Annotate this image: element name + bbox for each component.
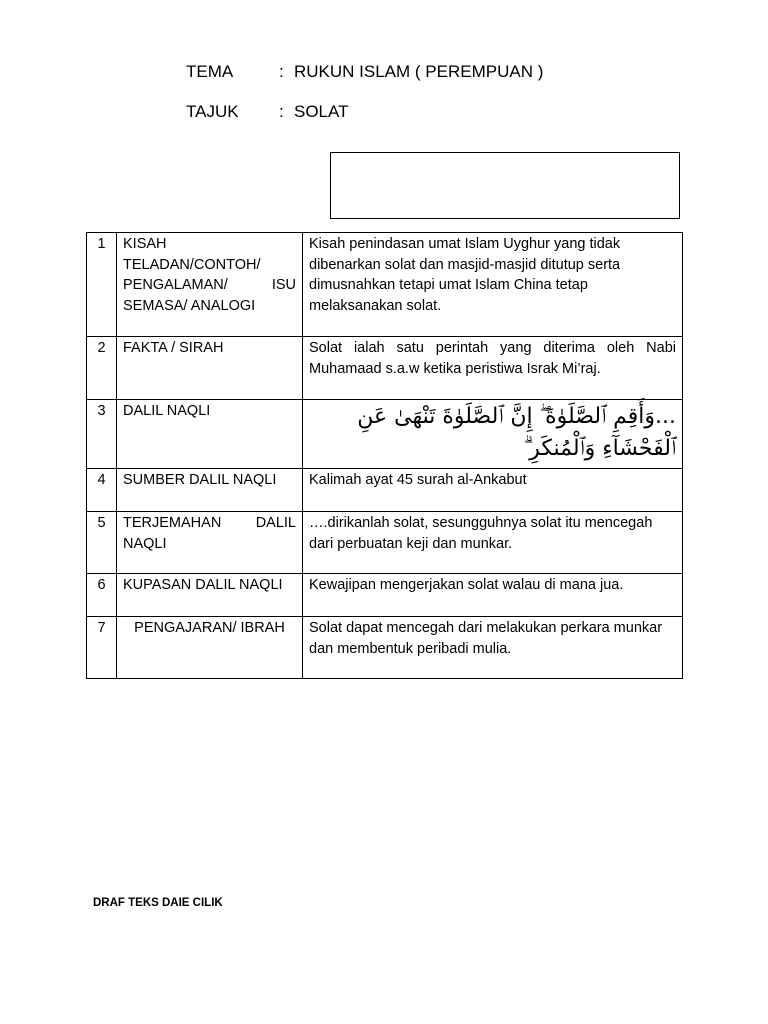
row-content: Kisah penindasan umat Islam Uyghur yang tidak dibenarkan solat dan masjid-masjid ditutup serta dimusnahkan tetapi umat Islam China tetap melaksanakan solat. — [303, 233, 683, 337]
row-number: 1 — [87, 233, 117, 337]
tajuk-colon: : — [279, 102, 284, 121]
row-content: Solat dapat mencegah dari melakukan perkara munkar dan membentuk peribadi mulia. — [303, 617, 683, 679]
tema-colon: : — [279, 62, 284, 81]
footer-text: DRAF TEKS DAIE CILIK — [93, 897, 223, 909]
row-content: ….dirikanlah solat, sesungguhnya solat itu mencegah dari perbuatan keji dan munkar. — [303, 512, 683, 574]
table-row — [87, 512, 683, 574]
row-label: DALIL NAQLI — [117, 400, 303, 469]
row-content: Solat ialah satu perintah yang diterima oleh Nabi Muhamaad s.a.w ketika peristiwa Israk Mi’raj. — [303, 337, 683, 400]
row-number: 6 — [87, 574, 117, 617]
table-row — [87, 337, 683, 400]
row-label: SUMBER DALIL NAQLI — [117, 469, 303, 512]
row-number: 5 — [87, 512, 117, 574]
row-number: 3 — [87, 400, 117, 469]
quran-verse: ...وَأَقِمِ ٱلصَّلَوٰةَ ۖ إِنَّ ٱلصَّلَوٰةَ تَنْهَىٰ عَنِ ٱلْفَحْشَآءِ وَٱلْمُنكَرِ ۗ — [303, 400, 683, 469]
table-row — [87, 469, 683, 512]
row-label: PENGAJARAN/ IBRAH — [117, 617, 303, 679]
tajuk-label: TAJUK — [186, 102, 239, 121]
empty-box — [330, 152, 680, 219]
content-table — [86, 232, 683, 679]
table-row — [87, 400, 683, 469]
row-number: 4 — [87, 469, 117, 512]
table-row — [87, 233, 683, 337]
row-label: KISAH TELADAN/CONTOH/ PENGALAMAN/ ISU SEMASA/ ANALOGI — [117, 233, 303, 337]
tema-label: TEMA — [186, 62, 234, 81]
row-content: Kewajipan mengerjakan solat walau di mana jua. — [303, 574, 683, 617]
row-label: TERJEMAHAN DALIL NAQLI — [117, 512, 303, 574]
row-number: 2 — [87, 337, 117, 400]
row-label: FAKTA / SIRAH — [117, 337, 303, 400]
tajuk-value: SOLAT — [294, 102, 349, 121]
tema-value: RUKUN ISLAM ( PEREMPUAN ) — [294, 62, 544, 81]
table-row — [87, 574, 683, 617]
table-row — [87, 617, 683, 679]
row-label: KUPASAN DALIL NAQLI — [117, 574, 303, 617]
row-number: 7 — [87, 617, 117, 679]
row-content: Kalimah ayat 45 surah al-Ankabut — [303, 469, 683, 512]
